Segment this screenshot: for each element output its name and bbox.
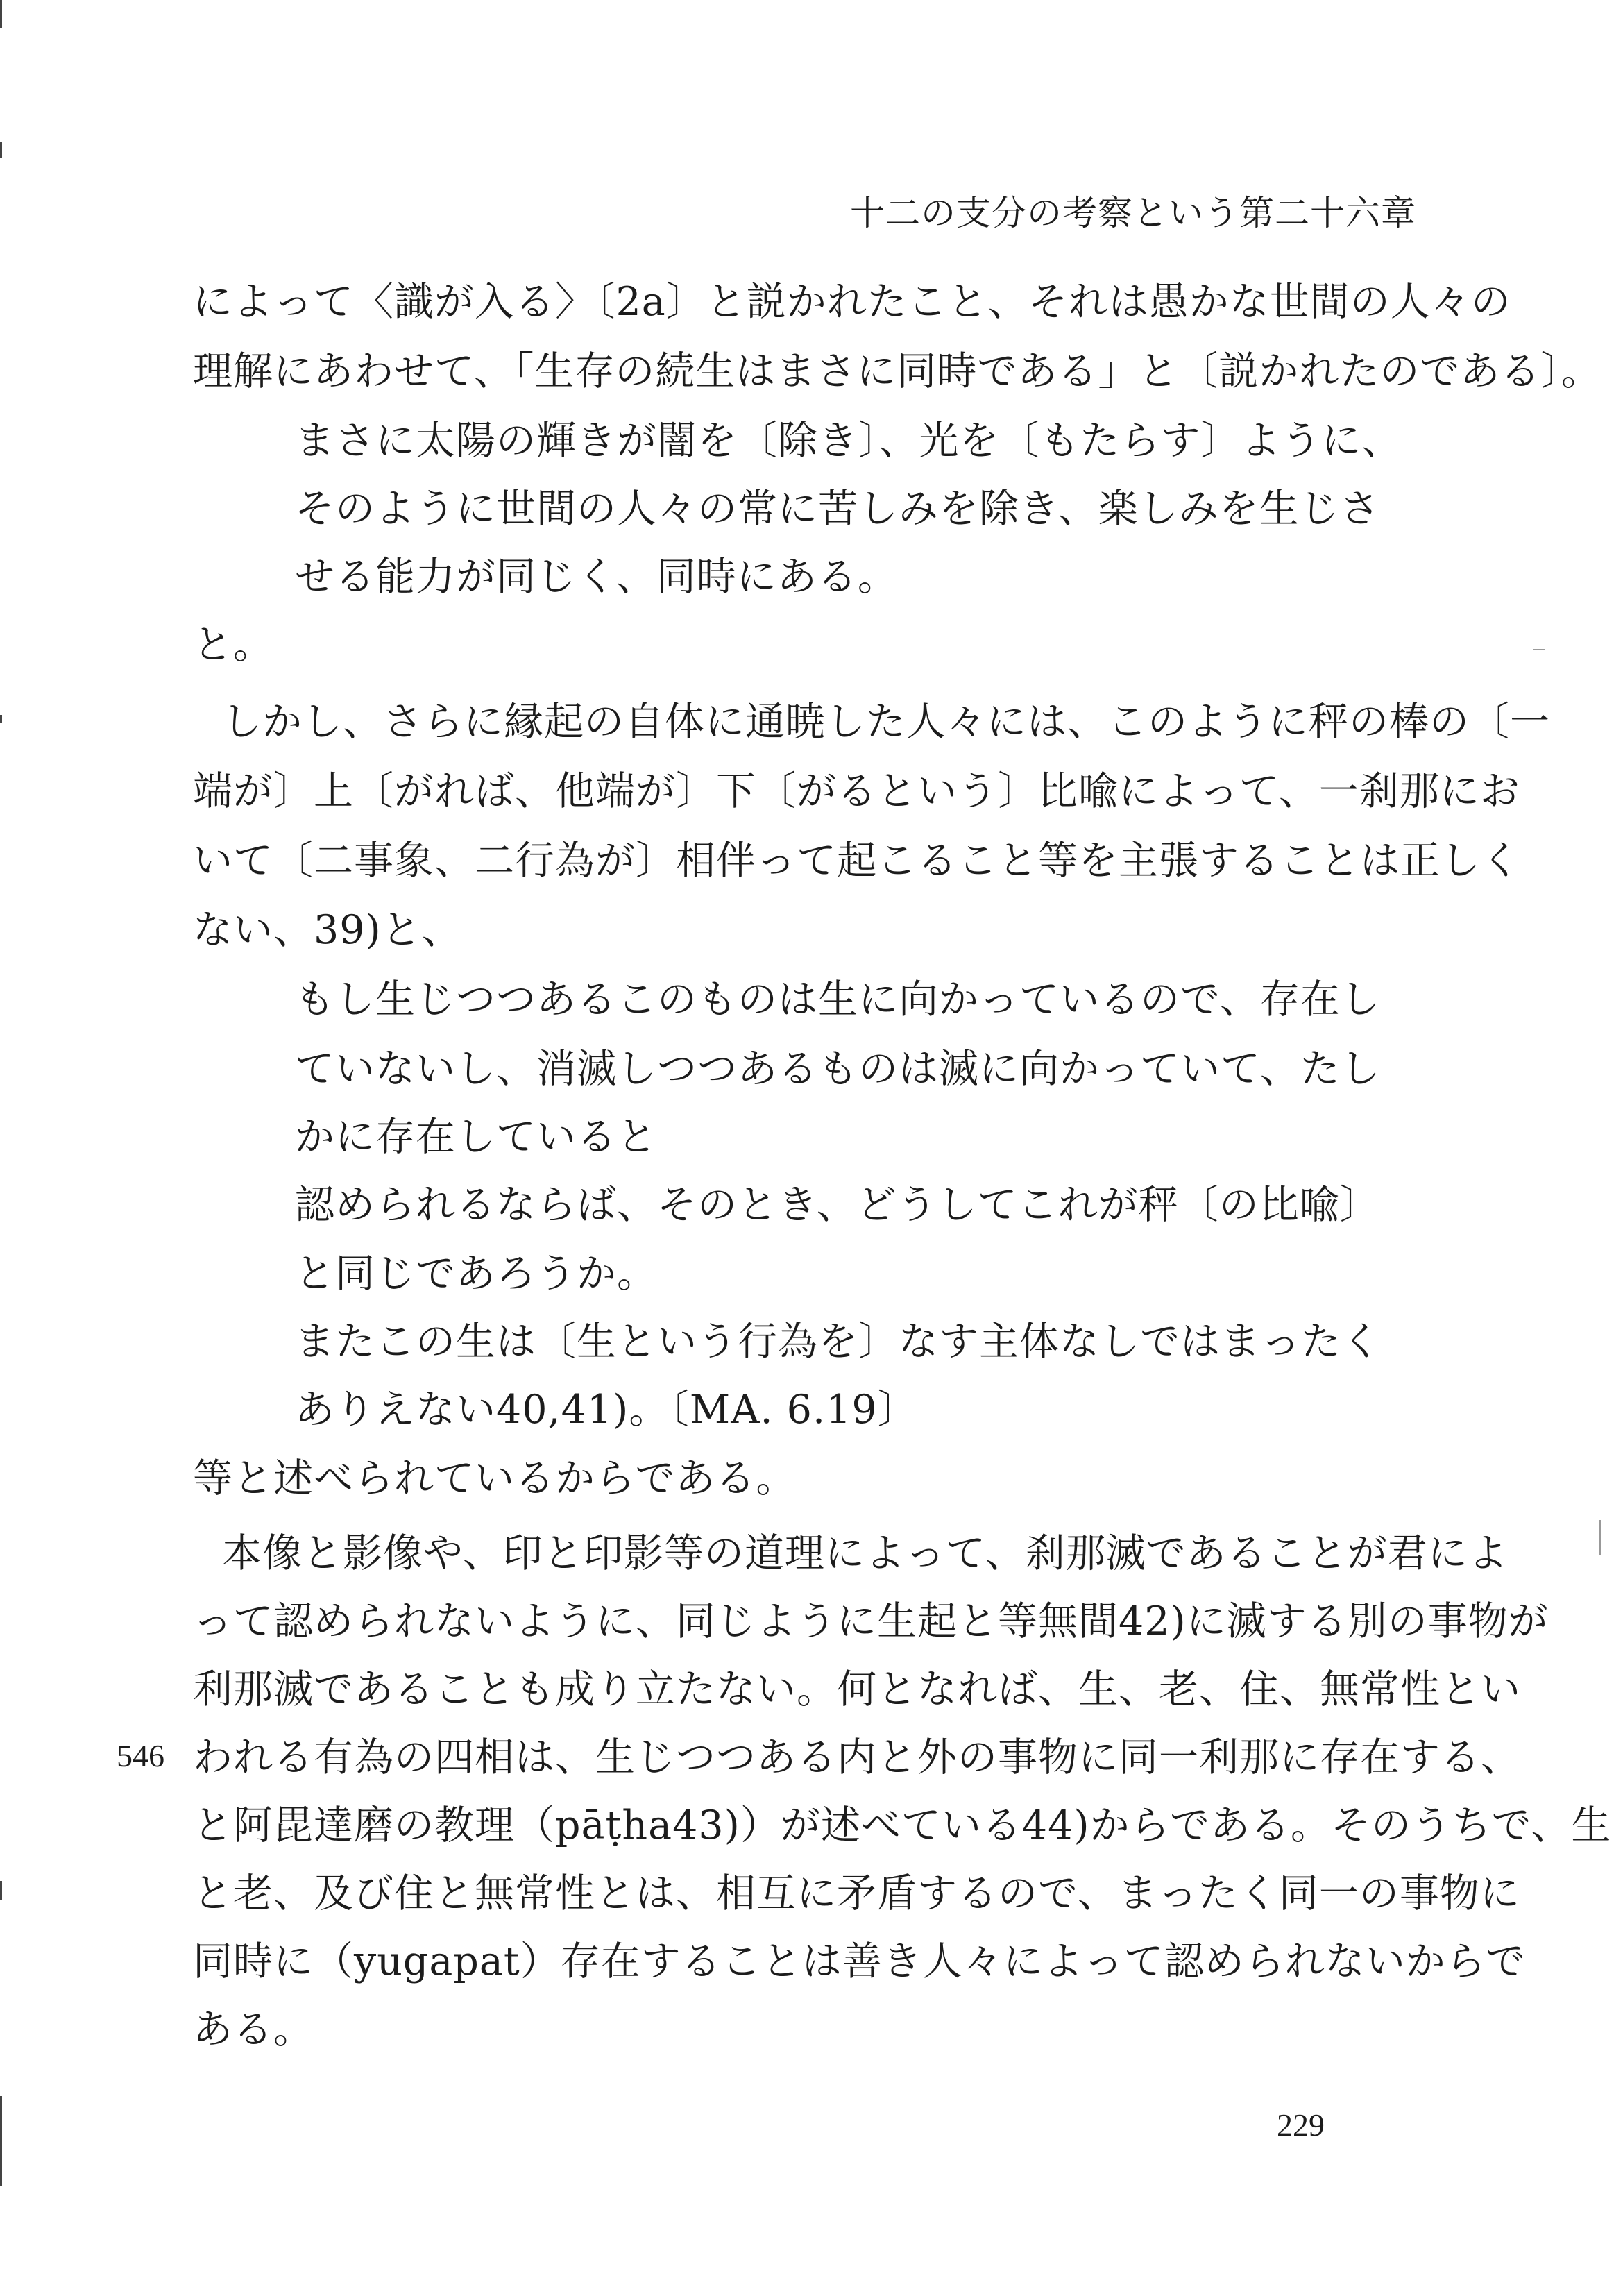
scan-mark <box>0 1881 2 1900</box>
running-header: 十二の支分の考察という第二十六章 <box>850 193 1416 233</box>
verse-line: もし生じつつあるこのものは生に向かっているので、存在し <box>295 977 1381 1022</box>
verse-line: と同じであろうか。 <box>295 1251 657 1297</box>
body-line: われる有為の四相は、生じつつある内と外の事物に同一利那に存在する、 <box>193 1734 1521 1780</box>
body-line: 等と述べられているからである。 <box>193 1455 797 1501</box>
scan-mark <box>0 715 2 723</box>
body-line: と老、及び住と無常性とは、相互に矛盾するので、まったく同一の事物に <box>193 1871 1520 1916</box>
gutter-mark <box>1533 649 1545 650</box>
body-line: いて〔二事象、二行為が〕相伴って起こること等を主張することは正しく <box>193 838 1521 884</box>
verse-line: まさに太陽の輝きが闇を〔除き〕、光を〔もたらす〕ように、 <box>295 418 1402 464</box>
body-line: 同時に（yugapat）存在することは善き人々によって認められないからで <box>193 1939 1527 1984</box>
verse-line: 認められるならば、そのとき、どうしてこれが秤〔の比喩〕 <box>295 1182 1380 1228</box>
body-line: って認められないように、同じように生起と等無間42)に滅する別の事物が <box>193 1598 1549 1644</box>
body-line: 理解にあわせて、「生存の続生はまさに同時である」と〔説かれたのである〕。 <box>193 348 1601 394</box>
body-line: と阿毘達磨の教理（pāṭha43)）が述べている44)からである。そのうちで、生 <box>193 1803 1612 1848</box>
margin-reference-number: 546 <box>117 1738 164 1773</box>
verse-line: ありえない40,41)。〔MA. 6.19〕 <box>295 1387 918 1433</box>
body-line: ある。 <box>193 2007 314 2052</box>
body-line: 本像と影像や、印と印影等の道理によって、刹那滅であることが君によ <box>222 1530 1509 1576</box>
body-line: と。 <box>193 622 273 668</box>
scan-mark <box>0 2096 2 2186</box>
page-number: 229 <box>1277 2107 1325 2143</box>
verse-line: またこの生は〔生という行為を〕なす主体なしではまったく <box>295 1319 1382 1365</box>
verse-line: せる能力が同じく、同時にある。 <box>295 554 898 600</box>
body-line: 利那滅であることも成り立たない。何となれば、生、老、住、無常性とい <box>193 1666 1521 1712</box>
body-line: によって〈識が入る〉〔2a〕と説かれたこと、それは愚かな世間の人々の <box>193 279 1511 325</box>
body-line: しかし、さらに縁起の自体に通暁した人々には、このように秤の棒の〔一 <box>222 699 1550 745</box>
scan-mark <box>0 0 2 28</box>
body-line: 端が〕上〔がれば、他端が〕下〔がるという〕比喩によって、一刹那にお <box>193 768 1520 814</box>
verse-line: そのように世間の人々の常に苦しみを除き、楽しみを生じさ <box>295 486 1380 532</box>
body-line: ない、39)と、 <box>193 907 462 953</box>
scan-mark <box>0 142 2 158</box>
verse-line: かに存在していると <box>295 1114 657 1160</box>
verse-line: ていないし、消滅しつつあるものは滅に向かっていて、たし <box>295 1046 1381 1092</box>
gutter-mark <box>1599 1520 1601 1555</box>
